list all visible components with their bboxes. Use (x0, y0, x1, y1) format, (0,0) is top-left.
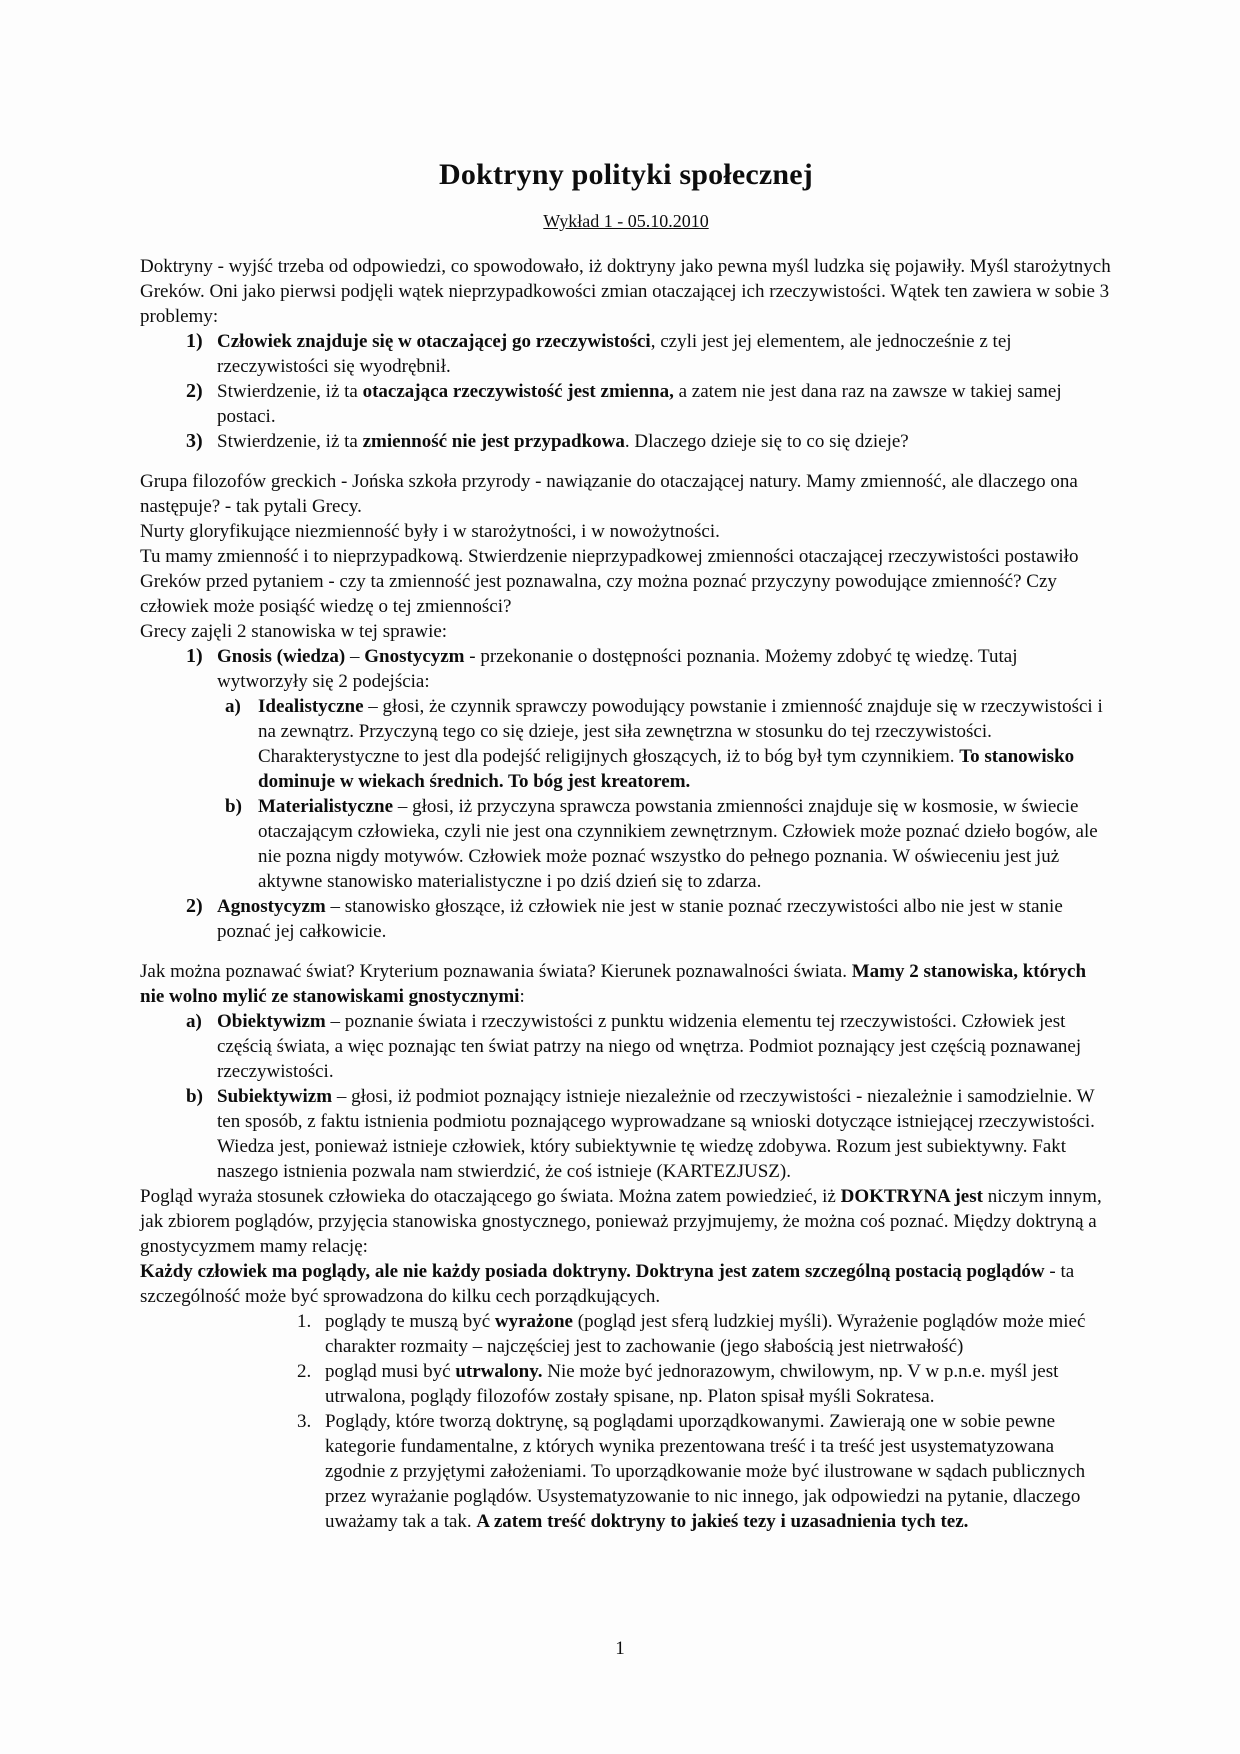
list-item (140, 1359, 1112, 1409)
paragraph: Każdy człowiek ma poglądy, ale nie każdy posiada doktryny. Doktryna jest zatem szczególną postacią poglądów - ta szczególność może być sprowadzona do kilku cech porządkujących. (140, 1261, 1075, 1307)
list-item (140, 644, 1112, 694)
list-item (140, 429, 1112, 454)
paragraph: Tu mamy zmienność i to nieprzypadkową. Stwierdzenie nieprzypadkowej zmienności otaczającej rzeczywistości postawiło Greków przed pytaniem - czy ta zmienność jest poznawalna, czy można poznać przyczyny powodujące zmienność? Czy człowiek może posiąść wiedzę o tej zmienności? (140, 546, 1079, 617)
list-marker: 1) (186, 645, 203, 667)
list-marker: 1. (297, 1311, 312, 1332)
list-item-text: Obiektywizm – poznanie świata i rzeczywistości z punktu widzenia elementu tej rzeczywistości. Człowiek jest częścią świata, a więc poznając ten świat patrzy na niego od wnętrza. Podmiot poznający jest częścią poznawanej rzeczywistości. (217, 1011, 1082, 1082)
list-item-text: Człowiek znajduje się w otaczającej go rzeczywistości, czyli jest jej elementem, ale jednocześnie z tej rzeczywistości się wyodrębnił. (217, 331, 1012, 377)
list-item (140, 1409, 1112, 1534)
list-marker: a) (225, 696, 241, 717)
list-marker: 2) (186, 895, 203, 917)
list-marker: b) (225, 796, 242, 817)
lecture-subtitle: Wykład 1 - 05.10.2010 (543, 211, 709, 231)
list-item-text: Subiektywizm – głosi, iż podmiot poznający istnieje niezależnie od rzeczywistości - niezależnie i samodzielnie. W ten sposób, z faktu istnienia podmiotu poznającego wyprowadzane są wnioski dotyczące istniejącej rzeczywistości. Wiedza jest, ponieważ istnieje człowiek, który subiektywnie tę wiedzę zdobywa. Rozum jest subiektywny. Fakt naszego istnienia pozwala nam stwierdzić, że coś istnieje (KARTEZJUSZ). (217, 1086, 1095, 1182)
list-item-text: poglądy te muszą być wyrażone (pogląd jest sferą ludzkiej myśli). Wyrażenie poglądów może mieć charakter rozmaity – najczęściej jest to zachowanie (jego słabością jest nietrwałość) (325, 1311, 1086, 1357)
list-item-text: Gnosis (wiedza) – Gnostycyzm - przekonanie o dostępności poznania. Możemy zdobyć tę wiedzę. Tutaj wytworzyły się 2 podejścia: (217, 646, 1018, 692)
list-item-text: Stwierdzenie, iż ta zmienność nie jest przypadkowa. Dlaczego dzieje się to co się dzieje? (217, 431, 909, 452)
list-item (140, 379, 1112, 429)
list-marker: 2) (186, 380, 203, 402)
paragraph: Jak można poznawać świat? Kryterium poznawania świata? Kierunek poznawalności świata. Mamy 2 stanowiska, których nie wolno mylić ze stanowiskami gnostycznymi: (140, 961, 1087, 1007)
list-item (140, 329, 1112, 379)
list-marker: 3) (186, 430, 203, 452)
list-marker: 1) (186, 330, 203, 352)
list-item-text: Poglądy, które tworzą doktrynę, są poglądami uporządkowanymi. Zawierają one w sobie pewne kategorie fundamentalne, z których wynika prezentowana treść i ta treść jest usystematyzowana zgodnie z przyjętymi założeniami. To uporządkowanie może być ilustrowane w sądach publicznych przez wyrażanie poglądów. Usystematyzowanie to nic innego, jak odpowiedzi na pytanie, dlaczego uważamy tak a tak. A zatem treść doktryny to jakieś tezy i uzasadnienia tych tez. (325, 1411, 1086, 1532)
page-title: Doktryny polityki społecznej (439, 158, 813, 191)
paragraph: Nurty gloryfikujące niezmienność były i w starożytności, i w nowożytności. (140, 521, 720, 542)
list-item (140, 1309, 1112, 1359)
list-marker: 3. (297, 1411, 312, 1432)
paragraph: Grupa filozofów greckich - Jońska szkoła przyrody - nawiązanie do otaczającej natury. Mamy zmienność, ale dlaczego ona następuje? - tak pytali Grecy. (140, 471, 1078, 517)
list-item-text: Materialistyczne – głosi, iż przyczyna sprawcza powstania zmienności znajduje się w kosmosie, w świecie otaczającym człowieka, czyli nie jest ona czynnikiem zewnętrznym. Człowiek może poznać dzieło bogów, ale nie pozna nigdy motywów. Człowiek może poznać wszystko do pełnego poznania. W oświeceniu jest już aktywne stanowisko materialistyczne i po dziś dzień się to zdarza. (258, 796, 1098, 892)
list-item-text: Stwierdzenie, iż ta otaczająca rzeczywistość jest zmienna, a zatem nie jest dana raz na zawsze w takiej samej postaci. (217, 381, 1062, 427)
list-item-text: Agnostycyzm – stanowisko głoszące, iż człowiek nie jest w stanie poznać rzeczywistości albo nie jest w stanie poznać jej całkowicie. (217, 896, 1063, 942)
paragraph: Pogląd wyraża stosunek człowieka do otaczającego go świata. Można zatem powiedzieć, iż DOKTRYNA jest niczym innym, jak zbiorem poglądów, przyjęcia stanowiska gnostycznego, ponieważ przyjmujemy, że można coś poznać. Między doktryną a gnostycyzmem mamy relację: (140, 1186, 1102, 1257)
paragraph: Grecy zajęli 2 stanowiska w tej sprawie: (140, 621, 448, 642)
list-item-text: pogląd musi być utrwalony. Nie może być jednorazowym, chwilowym, np. V w p.n.e. myśl jest utrwalona, poglądy filozofów zostały spisane, np. Platon spisał myśli Sokratesa. (325, 1361, 1059, 1407)
intro-paragraph: Doktryny - wyjść trzeba od odpowiedzi, co spowodowało, iż doktryny jako pewna myśl ludzka się pojawiły. Myśl starożytnych Greków. Oni jako pierwsi podjęli wątek nieprzypadkowości zmian otaczającej ich rzeczywistości. Wątek ten zawiera w sobie 3 problemy: (140, 256, 1111, 327)
sub-list-item (140, 794, 1112, 894)
sub-list-item (140, 694, 1112, 794)
list-item (140, 1084, 1112, 1184)
page-number: 1 (615, 1638, 625, 1659)
list-marker: b) (186, 1086, 203, 1107)
list-item-text: Idealistyczne – głosi, że czynnik sprawczy powodujący powstanie i zmienność znajduje się w rzeczywistości i na zewnątrz. Przyczyną tego co się dzieje, jest siła zewnętrzna w stosunku do tej rzeczywistości. Charakterystyczne to jest dla podejść religijnych głoszących, iż to bóg był tym czynnikiem. To stanowisko dominuje w wiekach średnich. To bóg jest kreatorem. (258, 696, 1103, 792)
document-body (140, 254, 1112, 1534)
list-marker: a) (186, 1011, 202, 1032)
list-item (140, 894, 1112, 944)
list-item (140, 1009, 1112, 1084)
list-marker: 2. (297, 1361, 312, 1382)
